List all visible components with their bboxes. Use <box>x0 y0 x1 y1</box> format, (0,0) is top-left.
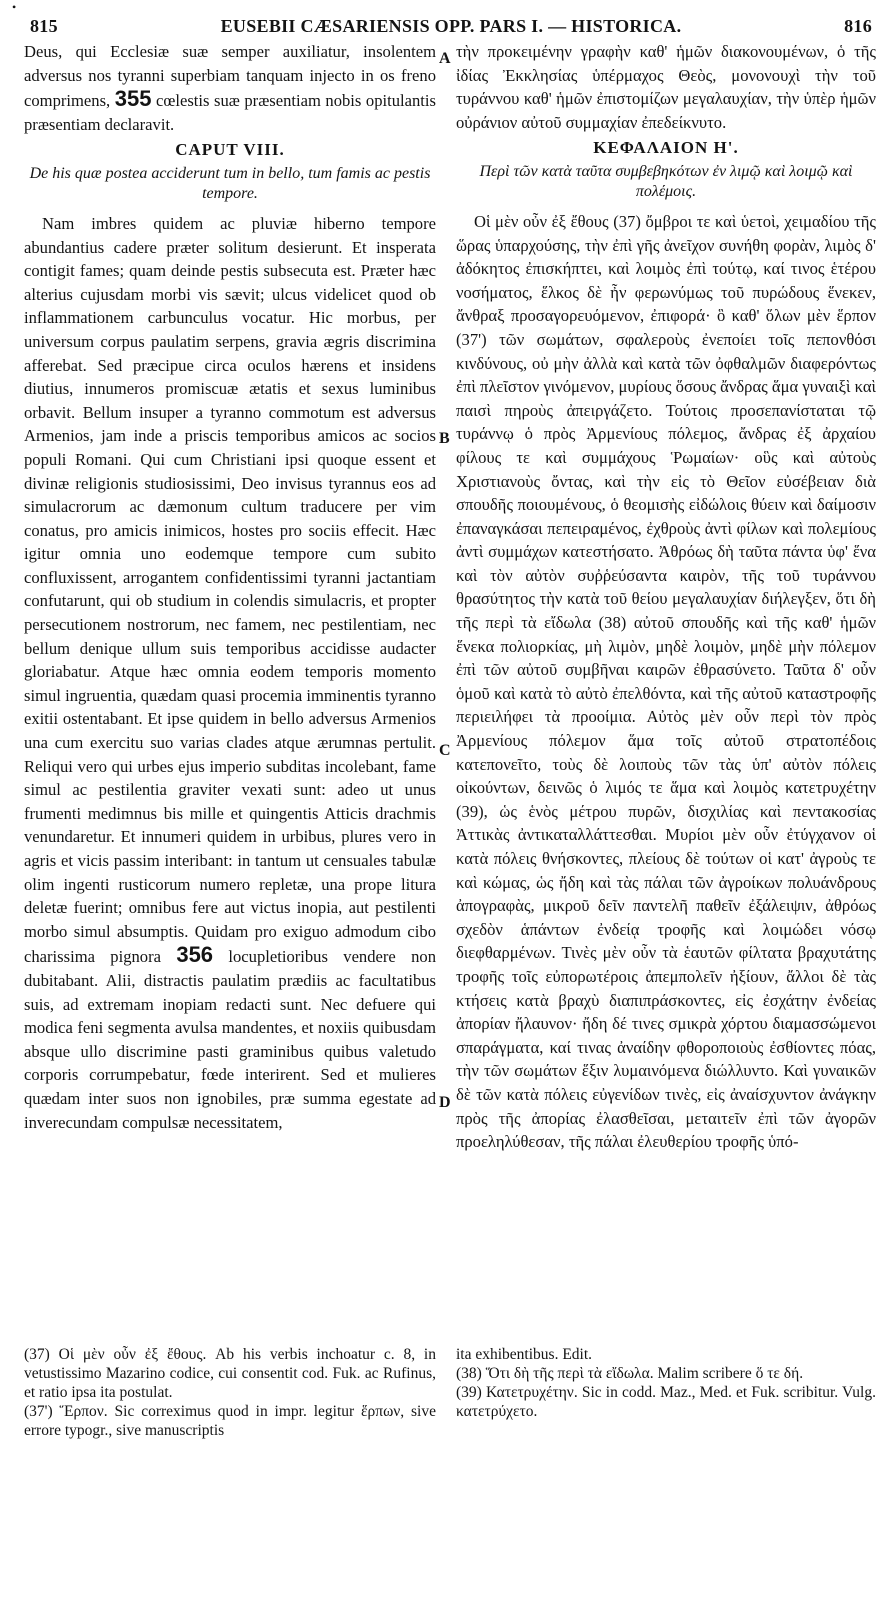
footnote-37: (37) Οἱ μὲν οὖν ἐξ ἔθους. Ab his verbis inchoatur c. 8, in vetustissimo Mazarino codice, cui consentit cod. Fuk. ac Rufinus, et ratio ipsa ita postulat. <box>24 1346 436 1401</box>
latin-intro <box>24 40 436 136</box>
page-mark: • <box>12 0 17 14</box>
footnote-37-prime-cont: ita exhibentibus. Edit. <box>456 1346 593 1363</box>
margin-number-356: 356 <box>176 942 214 968</box>
latin-body-part-2: locupletioribus vendere non dubitabant. Alii, distractis paulatim prædiis ac facultatibus suis, ad extremam inopiam redacti sunt. Nec defuere qui modica feni segmenta avulsa mandentes, et noxiis quibusdam absque ullo discrimine pasti graminibus quibus valetudo corporis corrumpebatur, fœde interirent. Sed et mulieres quædam inter suos non ignobiles, præ summa egestate ad inverecundam compulsæ necessitatem, <box>24 947 436 1132</box>
footnote-38: (38) Ὅτι δὴ τῆς περὶ τὰ εἴδωλα. Malim scribere ὅ τε δή. <box>456 1365 804 1382</box>
latin-intro-end: cœlestis suæ præsentiam nobis opitulantis præsentiam declaravit. <box>24 91 436 134</box>
latin-chapter-subtitle: De his quæ postea acciderunt tum in bello, tum famis ac pestis tempore. <box>29 164 431 202</box>
footnotes-right <box>456 1345 876 1421</box>
footnote-39: (39) Κατετρυχέτην. Sic in codd. Maz., Med. et Fuk. scribitur. Vulg. κατετρύχετο. <box>456 1384 876 1420</box>
latin-intro-text: Deus, qui Ecclesiæ suæ semper auxiliatur, insolentem adversus nos tyranni superbiam tanquam injecto in os freno comprimens, <box>24 42 436 111</box>
latin-chapter-heading: CAPUT VIII. <box>175 140 285 160</box>
margin-letter-d: D <box>439 1094 451 1111</box>
greek-chapter-subtitle: Περὶ τῶν κατὰ ταῦτα συμβεβηκότων ἐν λιμῷ καὶ λοιμῷ καὶ πολέμοις. <box>479 162 853 200</box>
margin-number-355: 355 <box>114 86 152 112</box>
latin-body-part-1: Nam imbres quidem ac pluviæ hiberno tempore abundantius cadere præter solitum desierunt. Et insperata contigit fames; quam deinde pestis subsecuta est. Præter hæc alterius cujusdam morbi vis sævit; ulcus videlicet quod ob inflammationem carbunculus vocatur. Hic morbus, per universum corpus paulatim serpens, gravia ægris discrimina afferebat. Sed præcipue circa oculos hærens et insidens diutius, innumeros promiscuæ ætatis et sexus luminibus orbavit. Bellum insuper a tyranno commotum est adversus Armenios, jam inde a priscis temporibus amicos ac socios populi Romani. Qui cum Christiani ipsi quoque essent et divinæ religionis studiosissimi, Deo invisus tyrannus eos ad simulacrorum ac dæmonum cultum traducere per vim conatus, pro amicis inimicos, hostes pro sociis effecit. Hæc igitur omnia uno eodemque tempore cum subito confluxissent, arrogantem confidentissimi tyranni jactantiam confutarunt, qui ob studium in colendis simulacris, et propter persecutionem nostrorum, nec famem, nec pestilentiam, nec bellum denique ullum suis temporibus accidisse audacter gloriabatur. Atque hæc omnia eodem temporis momento simul ingruentia, quædam quasi procemia imminentis tyranno exitii ostentabant. Et ipse quidem in bello adversus Armenios una cum exercitu suo varias clades atque ærumnas pertulit. Reliqui vero qui urbes ejus imperio subditas incolebant, fame simul ac pestilentia graviter vexati sunt: adeo ut unus frumenti medimnus bis mille et quingentis Atticis drachmis venundaretur. Et innumeri quidem in urbibus, plures vero in agris et vicis passim interibant: in tantum ut censuales tabulæ olim ingenti rusticorum numero repletæ, una prope litura deletæ fuerint; omnibus fere aut victus inopia, aut pestilenti morbo simul absumptis. Quidam pro exiguo admodum cibo charissima pignora <box>24 213 436 967</box>
latin-body <box>24 212 436 1134</box>
greek-body: Οἱ μὲν οὖν ἐξ ἔθους (37) ὄμβροι τε καὶ ὑετοὶ, χειμαδίου τῆς ὥρας ὑπαρχούσης, τὴν ἐπὶ γῆς ἀνεῖχον συνήθη φορὰν, λιμὸς δ' ἀδόκητος ἐπισκήπτει, καὶ λοιμὸς ἐπὶ τούτῳ, καί τινος ἑτέρου νοσήματος, ἕλκος δὲ ἦν φερωνύμως τοῦ πυρώδους ἕνεκεν, ἄνθραξ προσαγορευόμενον, ἐπιφορά· ὃ καθ' ὅλων μὲν ἕρπον (37') τῶν σωμάτων, σφαλεροὺς ἐνεποίει τοῖς πεπονθόσι κινδύνους, οὐ μὴν ἀλλὰ καὶ κατὰ τῶν ὀφθαλμῶν διαφερόντως ἐπὶ πλεῖστον γινόμενον, μυρίους ὅσους ἄνδρας ἅμα γυναιξὶ καὶ παισὶ πηροὺς ἀπειργάζετο. Τούτοις προσεπανίσταται τῷ τυράννῳ ὁ πρὸς Ἀρμενίους πόλεμος, ἄνδρας ἐξ ἀρχαίου φίλους τε καὶ συμμάχους Ῥωμαίων· οὓς καὶ αὐτοὺς Χριστιανοὺς ὄντας, καὶ τὴν εἰς τὸ Θεῖον εὐσέβειαν διὰ σπουδῆς ποιουμένους, ὁ θεομισὴς εἰδώλοις θύειν καὶ δαίμοσιν ἐπαναγκάσαι πεπειραμένος, ἐχθροὺς ἀντὶ φίλων καὶ πολεμίους ἀντὶ συμμάχων κατεστήσατο. Ἀθρόως δὴ ταῦτα πάντα ὑφ' ἕνα καὶ τὸν αὐτὸν συῤῥεύσαντα καιρὸν, τῆς τοῦ τυράννου θρασύτητος τὴν κατὰ τοῦ θείου μεγαλαυχίαν διήλεγξεν, ὅτι δὴ τῆς περὶ τὰ εἴδωλα (38) αὐτοῦ σπουδῆς καὶ τῆς καθ' ἡμῶν ἕνεκα πολιορκίας, μὴ λιμὸν, μηδὲ λοιμὸν, μηδὲ μὴν πόλεμον ἐπὶ τῶν αὐτοῦ συμβῆναι καιρῶν ἐθρασύνετο. Ταῦτα δ' οὖν ὁμοῦ καὶ κατὰ τὸ αὐτὸ ἐπελθόντα, καὶ τῆς αὐτοῦ καταστροφῆς περιειλήφει τὰ προοίμια. Αὐτὸς μὲν οὖν περὶ τὸν πρὸς Ἀρμενίους πόλεμον ἅμα τοῖς αὐτοῦ στρατοπέδοις κατεπονεῖτο, τοὺς δὲ λοιποὺς τῶν τὰς ὑπ' αὐτὸν πόλεις οἰκούντων, δεινῶς ὁ λιμός τε ἅμα καὶ λοιμὸς κατετρυχέτην (39), ὡς ἑνὸς μέτρου πυρῶν, δισχιλίας καὶ πεντακοσίας Ἀττικὰς ἀντικαταλλάττεσθαι. Μυρίοι μὲν οὖν ἐτύγχανον οἱ κατὰ πόλεις θνήσκοντες, πλείους δὲ τούτων οἱ κατ' ἀγροὺς τε καὶ κώμας, ὡς ἤδη καὶ τὰς πάλαι τῶν ἀγροίκων πολυάνδρους ἀπογραφὰς, μικροῦ δεῖν παντελῆ παθεῖν ἐξάλειψιν, ἀθρόως σχεδὸν ἁπάντων ἐνδείᾳ τροφῆς καὶ λοιμώδει νόσῳ διεφθαρμένων. Τινὲς μὲν οὖν τὰ ἑαυτῶν φίλτατα βραχυτάτης τροφῆς τοῖς εὐπορωτέροις ἀπεμπολεῖν ἠξίουν, ἄλλοι δὲ τὰς κτήσεις κατὰ βραχὺ διαπιπράσκοντες, εἰς ἐσχάτην ἐνδείας ἀπορίαν ἤλαυνον· ἤδη δέ τινες σμικρὰ χόρτου διαμασσώμενοι σπαράγματα, καί τινας ἀναίδην φθοροποιοὺς ἐσθίοντες πόας, τὴν τῶν σωμάτων ἕξιν λυμαινόμενα διώλλυντο. Καὶ γυναικῶν δὲ τῶν κατὰ πόλεις εὐγενίδων τινὲς, εἰς ἀναίσχυντον ἀνάγκην πρὸς τῆς ἀπορίας ἐλασθεῖσαι, μεταιτεῖν ἐπὶ τῶν ἀγορῶν προεληλύθεσαν, τῆς πάλαι ἐλευθερίου τροφῆς ὑπό- <box>456 211 876 1152</box>
margin-letter-b: B <box>439 430 450 447</box>
greek-chapter-heading: ΚΕΦΑΛΑΙΟΝ Η'. <box>593 138 739 158</box>
margin-letter-c: C <box>439 742 451 759</box>
right-page-number: 816 <box>844 15 872 36</box>
header-title: EUSEBII CÆSARIENSIS OPP. PARS I. — HISTORICA. <box>220 15 682 36</box>
footnote-37-prime: (37') Ἕρπον. Sic correximus quod in impr. legitur ἕρπων, sive errore typogr., sive manuscriptis <box>24 1403 436 1439</box>
greek-intro: τὴν προκειμένην γραφὴν καθ' ἡμῶν διακονουμένων, ὁ τῆς ἰδίας Ἐκκλησίας ὑπέρμαχος Θεὸς, μονονουχὶ τὴν τοῦ τυράννου καθ' ἡμῶν ἐπιστομίζων μεγαλαυχίαν, τὴν ὑπὲρ ἡμῶν οὐράνιον αὐτοῦ συμμαχίαν ἐπεδείκνυτο. <box>456 42 876 132</box>
margin-letter-a: A <box>439 50 451 67</box>
left-page-number: 815 <box>30 15 58 36</box>
running-header <box>30 14 872 38</box>
latin-column <box>24 40 436 1134</box>
greek-column <box>456 40 876 1154</box>
footnotes-left <box>24 1345 436 1440</box>
